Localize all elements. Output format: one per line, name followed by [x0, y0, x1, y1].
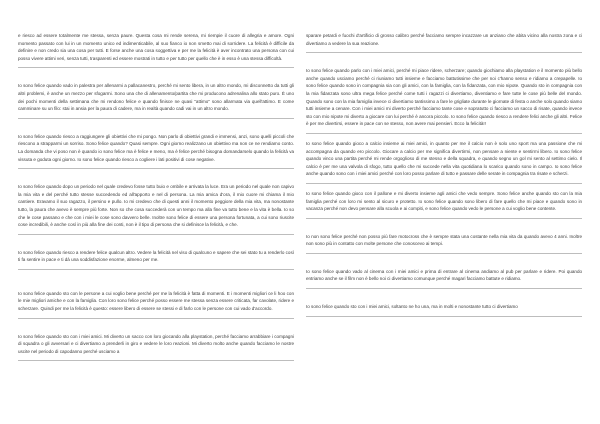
left-entry-4: Io sono felice quando dopo un periodo nel quale credevo fosse tutto buio e ombile e arrivata la luce. Era un periodo nel quale non capivo la mia vita e del perché tutto stesse succedendo ed all'apporto e nel di persona. La mia amica d'ora, il mio cuore mi chiama il mio cantiere. Eravamo il suo ragazzo, il persino e pullo. Io mi credevo che di questi anni il momento peggiore della mia vita, ma nonostante tutto, la paura che avevo è sempre più forte. Non so che cosa succederà con un tempo ma alla fine va tutto bene e la vita è bella. Io so che le cose passano e che con i miei le cose sono davvero belle. Inoltre sono felice di essere una persona fortunata, a cui sono riuscite cose incredibili, è anche così in più alla fine dei conti, non è il tipo di persona che si definisce la felicità, e che.	[18, 181, 294, 235]
left-entry-5: Io sono felice quando riesco a rendere felice qualcun altro. Vedere la felicità nel viso di qualcuno e sapere che sei stato tu a renderlo così ti fa sentire in pace e ti dà una soddisfazione enorme, almeno per me.	[18, 247, 294, 270]
right-entry-3: Io sono felice quando gioco a calcio insieme ai miei amici, in quanto per me il calcio non è solo uno sport ma una passione che mi accompagna da quando ero piccolo. Giocare a calcio per me significa divertirmi, non pensare a niente e sentirmi libero. Io sono felice quando vinco una partita perché mi rende orgoglioso di me stesso e della squadra, e quando segno un gol mi sento al settimo cielo. Il calcio è per me una valvola di sfogo, tutto quello che mi succede nella vita quotidiana lo scarico quando sono in campo. Io sono felice anche quando sono con i miei amici perché con loro posso parlare di tutto e passare delle serate in compagnia tra risate e scherzi.	[306, 138, 582, 184]
right-entry-1: sparare petardi e fuochi d'artificio di grosso calibro perché facciamo sempre incazzare un anziano che abita vicino alla nostra zona e ci divertiamo a vedere la sua reazione.	[306, 30, 582, 53]
right-entry-6: Io sono felice quando vado al cinema con i miei amici e prima di entrare al cinema andiamo al pub per parlare e ridere. Poi quando entriamo anche se il film non è bello noi ci divertiamo comunque perché magari facciamo battute e ridiamo.	[306, 266, 582, 289]
left-entry-1: e riesco ad essere totalmente me stessa, senza paure. Questa cosa mi rende serena, mi riempie il cuore di allegria e amore. Ogni momento passato con lui in un momento unico ed indimenticabile, al suo fianco io non smetto mai di sorridere. La felicità è difficile da definire e non credo sia una cosa per tutti. E forse anche una cosa soggettiva e per me la felicità è aver incontrato una persona con cui posso vivere attimi veri, senza tutti, trasparenti ed essere mostrati in tutto e per tutto per quello che è in esso è una stessa difficoltà.	[18, 30, 294, 68]
right-column	[306, 30, 582, 424]
left-column	[18, 30, 294, 424]
right-entry-7: Io sono felice quando sto con i miei amici, soltanto ne ho una, ma in molti e nonostante tutto ci divertiamo	[306, 301, 582, 317]
right-entry-2: Io sono felice quando parlo con i miei amici, perché mi piace ridere, scherzare; quando giochiamo alla playstation e il momento più bello anche quando usciamo perché ci riuniamo tutti insieme e facciamo battutissime che per noi c'hanno senso e ridiamo a crepapelle. Io sono felice quando sono in compagnia sia con gli amici, con la famiglia, con la fidanzata, con mio nipote. Quando sto in compagnia con la mia fidanzata sono ultra mega felice perché come tutti i ragazzi ci divertiamo, diventiamo e fare tutte le cose più belle del mondo. Quando sono con la mia famiglia invece ci divertiamo tantissimo a fare le grigliate durante le giornate di festa o anche solo quando siamo tutti insieme a cenare. Con i miei amici mi diverto perché facciamo tante cose e sopratutto ci facciamo un sacco di risate, quando invece sto con mio nipote mi diverto a giocare con lui perché è ancora piccolo. Io sono felice quando riesco a rendere felici anche gli altri. Felice è per me divertirsi, essere in pace con se stesso, non avere mai pensieri. Ecco la felicità!!	[306, 65, 582, 134]
left-entry-2: Io sono felice quando vado in palestra per allenarmi a pallacanestro, perché mi sento libera, in un altro mondo, mi disconnetto da tutti gli altri problemi, è anche un mezzo per sfogarmi. Sono una che di allenamento/partita che mi producono adrenalina allo stato puro. È uno dei pochi momenti della settimana che mi rendono felice e quando finisce ne quasi "attimo" sono allarmata via quell'attimo. E come camminare su un filo: stai in ansia per la paura di cadere, ma in realtà quando cadi vai in un altro mondo.	[18, 80, 294, 118]
left-entry-3: Io sono felice quando riesco a raggiungere gli obiettivi che mi pongo. Non parlo di obiettivi grandi e immensi, anzi, sono quelli piccoli che riescono a strapparmi un sorriso. Sono felice quando? Quasi sempre. Ogni giorno realizzano un obiettivo ma non ce ne rendiamo conto. La domanda che vi poso non è quando io sono felice ma è felice e meno, ma è felice perché bisogna domandarselo quando la felicità va vissuta e goduta ogni giorno. Io sono felice quando riesco a cogliere i lati positivi di cose negative.	[18, 131, 294, 169]
right-entry-4: Io sono felice quando gioco con il pallone e mi diverto insieme agli amici che vedo sempre. Sono felice anche quando sto con la mia famiglia perché con loro mi sento al sicuro e protetto. Io sono felice quando sono libero di fare quello che mi piace e quando sono in vacanza perché non devo pensare alla scuola e ai compiti, e sono felice quando vedo le persone a cui voglio bene contente.	[306, 188, 582, 219]
left-entry-6: Io sono felice quando sto con le persone a cui voglio bene perché per me la felicità è fatta di momenti. E i momenti migliori ce li hoo con le mie migliori amiche e con la famiglia. Con loro sono felice perché posso essere me stessa senza essere criticata, far cavolate, ridere e scherzare. Quindi per me la felicità è questo: essere libero di essere se stessi e di farlo con le persone con cui vado d'accordo.	[18, 288, 294, 319]
left-entry-7: Io sono felice quando sto con i miei amici. Mi diverto un sacco con loro giocando alla playstation, perché facciamo arrabbiare i compagni di squadra o gli avversari e ci divertiamo a prenderli in giro e vedere le loro reazioni. Mi diverto molto anche quando facciamo le nostre uscite nel periodo di capodanno perché usciamo a	[18, 331, 294, 362]
right-entry-5: Io non sono felice perché non posso più fare motocross che è sempre stata una costante nella mia vita da quando avevo 4 anni. Inoltre non sono più in contatto con molte persone che conoscevo ai tempi.	[306, 231, 582, 254]
